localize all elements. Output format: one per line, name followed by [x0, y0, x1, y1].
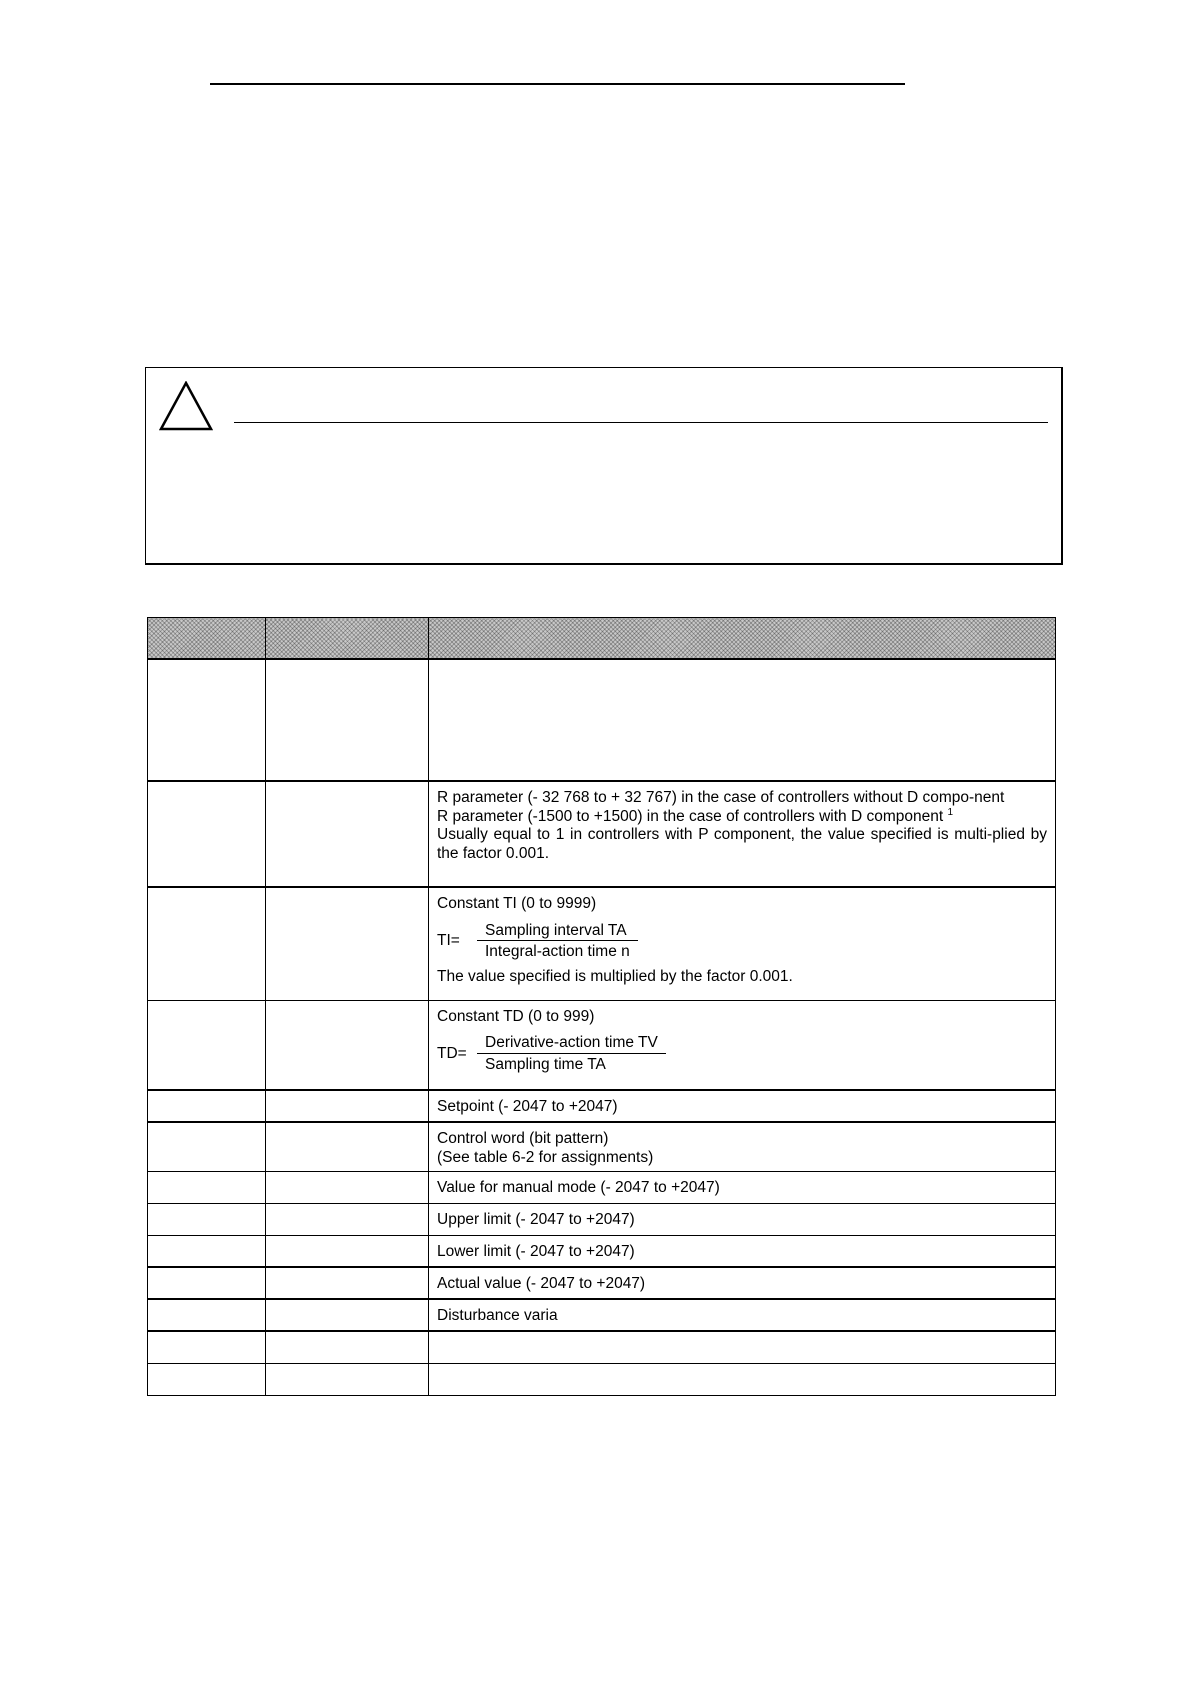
- description-line: Constant TD (0 to 999): [437, 1007, 595, 1025]
- table-row: [148, 1267, 1056, 1299]
- table-row: [148, 659, 1056, 781]
- table-row: [148, 1122, 1056, 1171]
- formula-numerator: Derivative-action time TV: [477, 1034, 666, 1054]
- table-row: [148, 781, 1056, 887]
- description-line: R parameter (- 32 768 to + 32 767) in the case of controllers without D compo-nent: [437, 789, 1005, 806]
- header-cell: [429, 618, 1056, 660]
- description-line: R parameter (-1500 to +1500) in the case of controllers with D component $^1$: [437, 806, 954, 825]
- description-line: Constant TI (0 to 9999): [437, 895, 597, 912]
- description-cell: [429, 781, 1056, 887]
- table-row: [148, 1331, 1056, 1363]
- description-cell: Setpoint (- 2047 to +2047): [429, 1090, 1056, 1122]
- top-rule: [210, 83, 905, 85]
- formula-fraction: [477, 922, 638, 962]
- formula-lhs: TD=: [437, 1044, 467, 1062]
- parameter-table: [147, 617, 1056, 1396]
- description-line: (See table 6-2 for assignments): [437, 1148, 654, 1166]
- description-cell: [429, 1331, 1056, 1363]
- warning-triangle-icon: [159, 381, 213, 431]
- ti-formula: [437, 922, 1047, 962]
- table-row: [148, 1090, 1056, 1122]
- description-cell: [429, 1000, 1056, 1090]
- description-cell: Actual value (- 2047 to +2047): [429, 1267, 1056, 1299]
- table-row: [148, 1171, 1056, 1203]
- description-cell: [429, 1122, 1056, 1171]
- header-cell: [148, 618, 266, 660]
- table-header-row: [148, 618, 1056, 660]
- description-cell: [429, 887, 1056, 1000]
- description-line: The value specified is multiplied by the factor 0.001.: [437, 967, 793, 985]
- formula-denominator: Sampling time TA: [485, 1055, 606, 1073]
- description-cell: [429, 1363, 1056, 1395]
- table-row: [148, 1235, 1056, 1267]
- td-formula: [437, 1034, 1047, 1074]
- formula-denominator: Integral-action time n: [485, 943, 630, 960]
- description-line: Control word (bit pattern): [437, 1130, 609, 1147]
- table-row: [148, 887, 1056, 1000]
- warning-box: [145, 367, 1063, 565]
- table-row: [148, 1299, 1056, 1331]
- header-cell: [266, 618, 429, 660]
- warning-rule: [234, 422, 1048, 423]
- formula-fraction: [477, 1034, 666, 1074]
- table-row: [148, 1000, 1056, 1090]
- table-row: [148, 1203, 1056, 1235]
- description-cell: Upper limit (- 2047 to +2047): [429, 1203, 1056, 1235]
- description-cell: Disturbance varia: [429, 1299, 1056, 1331]
- formula-numerator: Sampling interval TA: [477, 922, 638, 942]
- description-cell: Lower limit (- 2047 to +2047): [429, 1235, 1056, 1267]
- footnote-mark: 1: [947, 806, 954, 818]
- description-cell: Value for manual mode (- 2047 to +2047): [429, 1171, 1056, 1203]
- table-row: [148, 1363, 1056, 1395]
- description-line: Usually equal to 1 in controllers with P component, the value specified is multi-plied by the factor 0.001.: [437, 826, 1047, 862]
- formula-lhs: TI=: [437, 932, 460, 950]
